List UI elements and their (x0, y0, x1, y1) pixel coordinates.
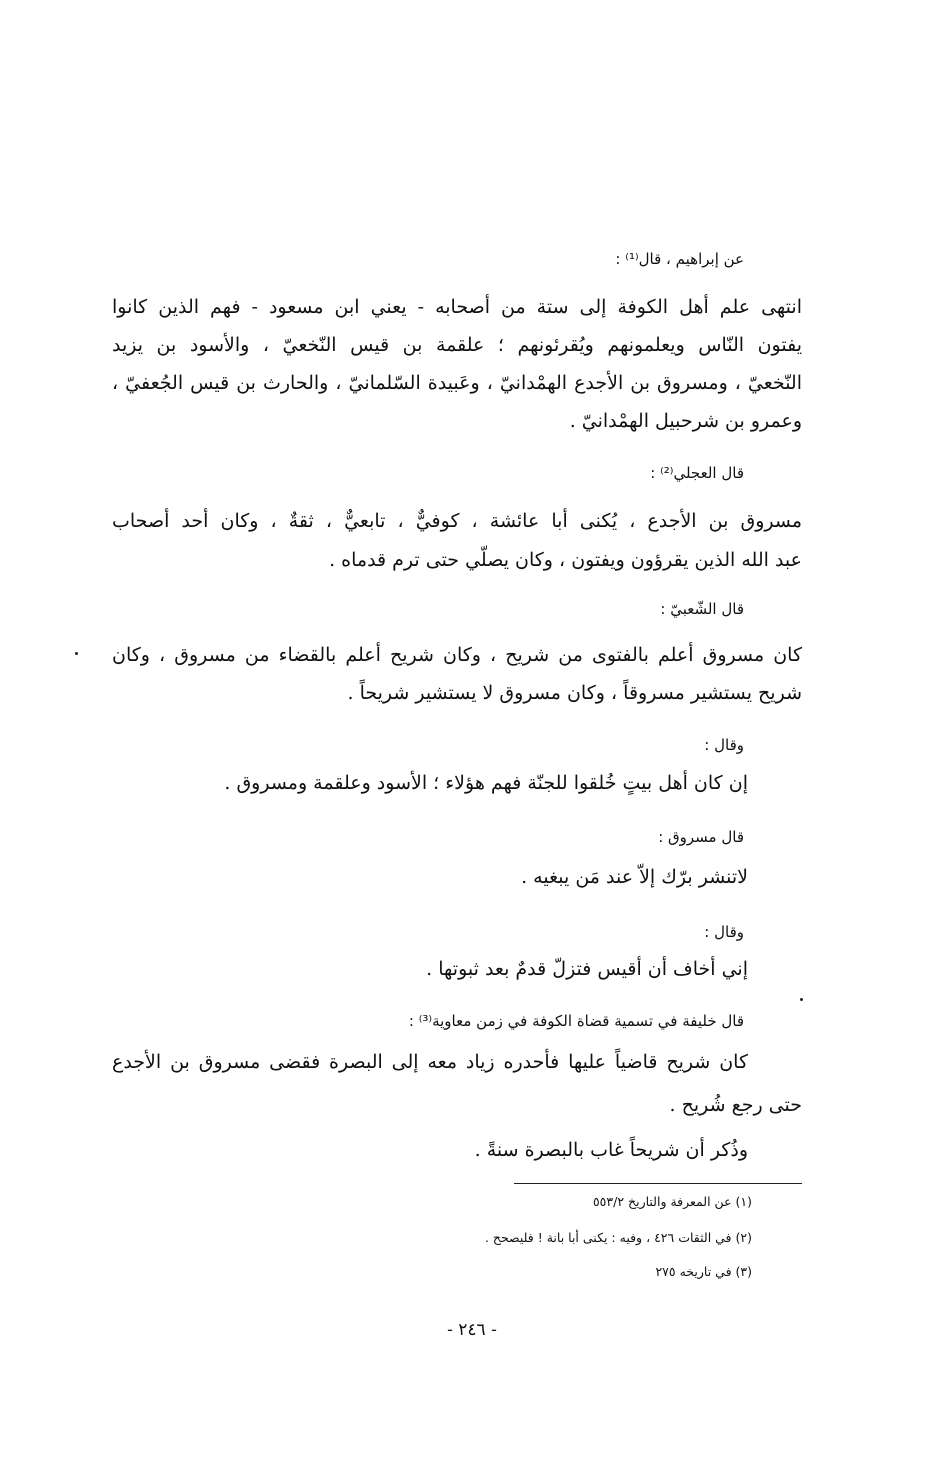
footnote-rule (514, 1183, 802, 1184)
scan-speck (800, 998, 803, 1001)
text-line: لاتنشر برّك إلاّ عند مَن يبغيه . (521, 866, 748, 888)
section-heading: قال خليفة في تسمية قضاة الكوفة في زمن معاوية⁽³⁾ : (408, 1012, 744, 1030)
text-line: انتهى علم أهل الكوفة إلى ستة من أصحابه - يعني ابن مسعود - فهم الذين كانوا (112, 296, 802, 318)
footnote: (٣) في تاريخه ٢٧٥ (655, 1264, 752, 1279)
section-heading: قال الشّعبيّ : (660, 600, 744, 618)
section-heading: وقال : (704, 736, 744, 754)
scan-speck (75, 652, 78, 655)
text-line: يفتون النّاس ويعلمونهم ويُقرئونهم ؛ علقمة بن قيس النّخعيّ ، والأسود بن يزيد (112, 334, 802, 356)
text-line: وعمرو بن شرحبيل الهمْدانيّ . (569, 410, 802, 432)
text-line: وذُكر أن شريحاً غاب بالبصرة سنةً . (474, 1139, 748, 1161)
footnote: (٢) في الثقات ٤٢٦ ، وفيه : يكنى أبا بانة ! فليصحح . (484, 1230, 752, 1245)
text-line: عبد الله الذين يقرؤون ويفتون ، وكان يصلّي حتى ترم قدماه . (329, 549, 802, 571)
section-heading: قال مسروق : (658, 828, 744, 846)
section-heading: عن إبراهيم ، قال⁽¹⁾ : (615, 250, 744, 268)
text-line: إن كان أهل بيتٍ خُلقوا للجنّة فهم هؤلاء ؛ الأسود وعلقمة ومسروق . (224, 772, 748, 794)
section-heading: وقال : (704, 923, 744, 941)
page-number: - ٢٤٦ - (447, 1320, 497, 1340)
section-heading: قال العجلي⁽²⁾ : (650, 464, 744, 482)
text-line: النّخعيّ ، ومسروق بن الأجدع الهمْدانيّ ، وعَبيدة السّلمانيّ ، والحارث بن قيس الجُعفيّ ، (112, 372, 802, 394)
text-line: كان مسروق أعلم بالفتوى من شريح ، وكان شريح أعلم بالقضاء من مسروق ، وكان (112, 644, 802, 666)
text-line: إني أخاف أن أقيس فتزلّ قدمٌ بعد ثبوتها . (426, 958, 748, 980)
text-line: شريح يستشير مسروقاً ، وكان مسروق لا يستشير شريحاً . (347, 682, 802, 704)
text-line: مسروق بن الأجدع ، يُكنى أبا عائشة ، كوفيٌّ ، تابعيٌّ ، ثقةٌ ، وكان أحد أصحاب (112, 510, 802, 532)
text-line: حتى رجع شُريح . (669, 1094, 802, 1116)
text-line: كان شريح قاضياً عليها فأحدره زياد معه إلى البصرة فقضى مسروق بن الأجدع (112, 1051, 748, 1073)
footnote: (١) عن المعرفة والتاريخ ٥٥٣/٢ (592, 1194, 752, 1209)
